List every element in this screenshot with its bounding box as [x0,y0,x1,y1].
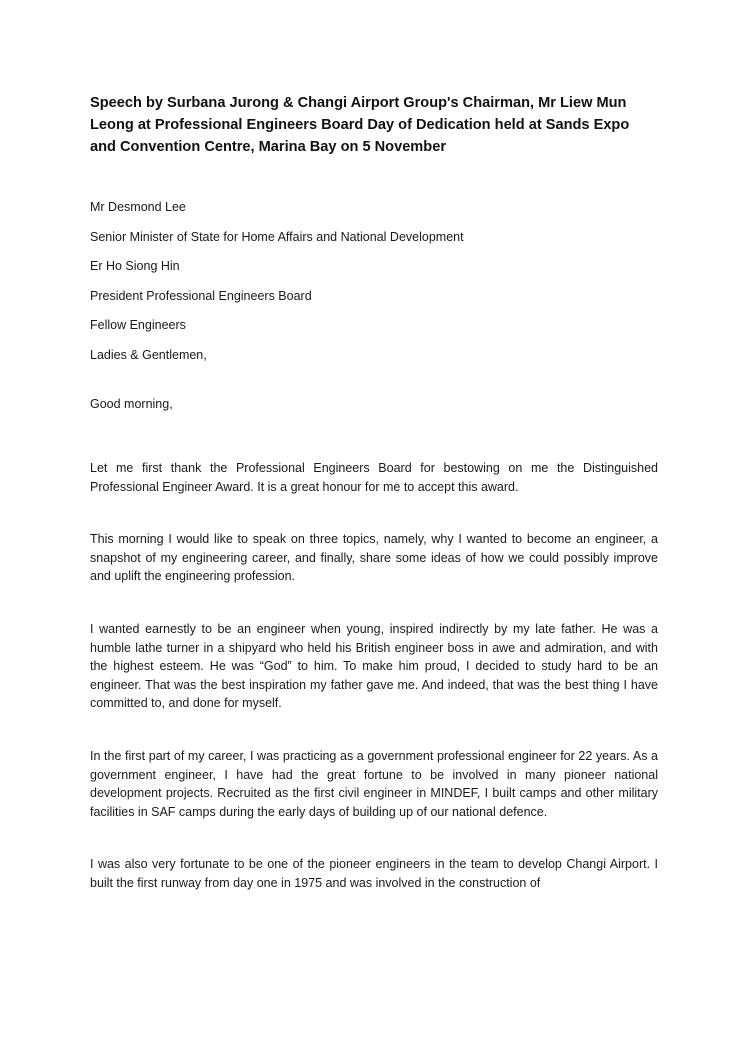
salutation-line: President Professional Engineers Board [90,288,312,303]
salutation-line: Mr Desmond Lee [90,200,186,214]
body-paragraph: This morning I would like to speak on three topics, namely, why I wanted to become an engineer, a snapshot of my engineering career, and finally, share some ideas of how we could possibly improve and uplift the engineering profession. [90,532,658,584]
body-paragraph: In the first part of my career, I was practicing as a government professional engineer for 22 years. As a government engineer, I have had the great fortune to be involved in many pioneer national development projects. Recruited as the first civil engineer in MINDEF, I built camps and other military facilities in SAF camps during the early days of building up of our national defence. [90,748,658,819]
greeting: Good morning, [90,396,173,411]
document-body [90,92,658,926]
salutation-line: Ladies & Gentlemen, [90,347,207,362]
body-paragraph: I wanted earnestly to be an engineer when young, inspired indirectly by my late father. He was a humble lathe turner in a shipyard who held his British engineer boss in awe and admiration, and with the highest esteem. He was “God” to him. To make him proud, I decided to study hard to be an engineer. That was the best inspiration my father gave me. And indeed, that was the best thing I have committed to, and done for myself. [90,621,658,711]
salutation-line: Fellow Engineers [90,318,186,333]
body-paragraph: I was also very fortunate to be one of the pioneer engineers in the team to develop Changi Airport. I built the first runway from day one in 1975 and was involved in the construction of [90,857,658,890]
salutation-list [90,200,658,363]
body-paragraph: Let me first thank the Professional Engineers Board for bestowing on me the Distinguished Professional Engineer Award. It is a great honour for me to accept this award. [90,460,658,494]
speech-title: Speech by Surbana Jurong & Changi Airport Group's Chairman, Mr Liew Mun Leong at Professional Engineers Board Day of Dedication held at Sands Expo and Convention Centre, Marina Bay on 5 November [90,95,630,155]
salutation-line: Senior Minister of State for Home Affairs and National Development [90,229,464,244]
salutation-line: Er Ho Siong Hin [90,259,180,274]
